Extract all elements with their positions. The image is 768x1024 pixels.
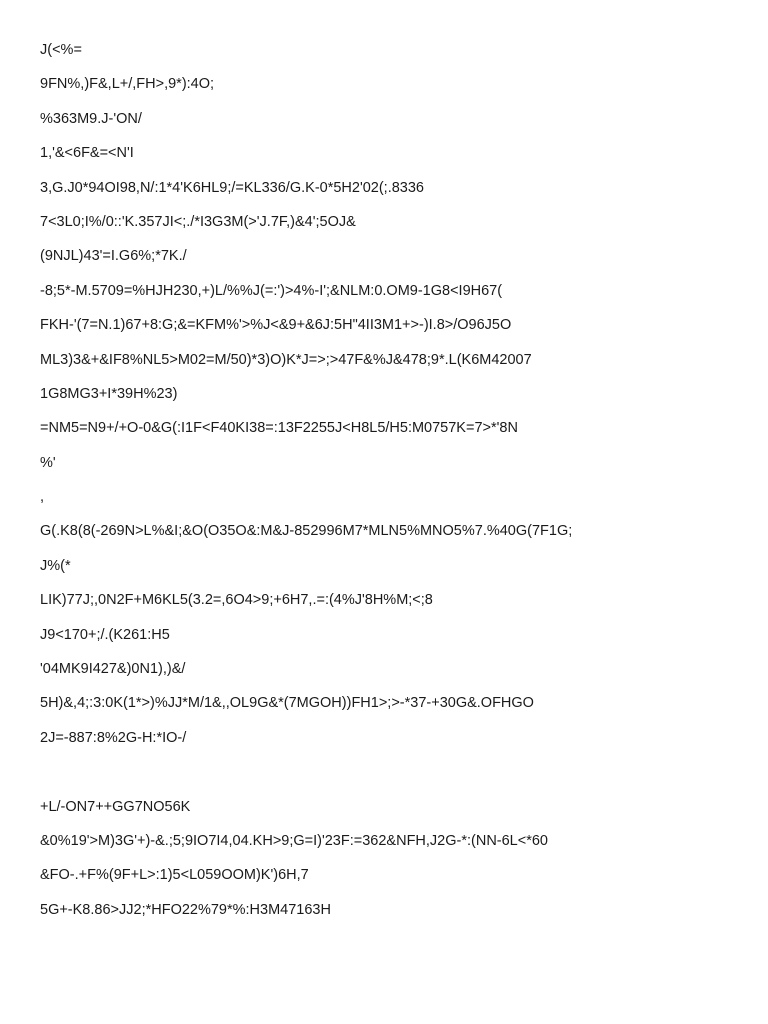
- text-line: %': [40, 454, 56, 471]
- text-line: 9FN%,)F&,L+/,FH>,9*):4O;: [40, 76, 215, 93]
- text-line: +L/-ON7++GG7NO56K: [40, 798, 191, 815]
- text-line: FKH-'(7=N.1)67+8:G;&=KFM%'>%J<&9+&6J:5H"4II3M1+>-)I.8>/O96J5O: [40, 317, 512, 334]
- document-body: [40, 40, 740, 934]
- text-line: 1,'&<6F&=<N'I: [40, 145, 134, 162]
- text-line: ML3)3&+&IF8%NL5>M02=M/50)*3)O)K*J=>;>47F&%J&478;9*.L(K6M42007: [40, 351, 532, 368]
- text-line: 1G8MG3+I*39H%23): [40, 385, 178, 402]
- text-line: '04MK9I427&)0N1),)&/: [40, 661, 186, 678]
- text-line: [40, 762, 740, 796]
- text-line: &FO-.+F%(9F+L>:1)5<L059OOM)K')6H,7: [40, 867, 309, 884]
- text-line: 5G+-K8.86>JJ2;*HFO22%79*%:H3M47163H: [40, 901, 331, 918]
- text-line: 2J=-887:8%2G-H:*IO-/: [40, 729, 187, 746]
- text-line: LIK)77J;,0N2F+M6KL5(3.2=,6O4>9;+6H7,.=:(4%J'8H%M;<;8: [40, 592, 433, 609]
- text-line: ,: [40, 489, 45, 506]
- text-line: 5H)&,4;:3:0K(1*>)%JJ*M/1&,,OL9G&*(7MGOH))FH1>;>-*37-+30G&.OFHGO: [40, 695, 534, 712]
- text-line: 7<3L0;I%/0::'K.357JI<;./*I3G3M(>'J.7F,)&4';5OJ&: [40, 213, 356, 230]
- text-line: 3,G.J0*94OI98,N/:1*4'K6HL9;/=KL336/G.K-0*5H2'02(;.8336: [40, 179, 424, 196]
- text-line: G(.K8(8(-269N>L%&I;&O(O35O&:M&J-852996M7*MLN5%MNO5%7.%40G(7F1G;: [40, 523, 573, 540]
- text-line: -8;5*-M.5709=%HJH230,+)L/%%J(=:')>4%-I';&NLM:0.OM9-1G8<I9H67(: [40, 282, 503, 299]
- text-line: J9<170+;/.(K261:H5: [40, 626, 170, 643]
- text-line: %363M9.J-'ON/: [40, 110, 142, 127]
- text-line: J%(*: [40, 557, 71, 574]
- text-line: J(<%=: [40, 42, 82, 58]
- text-line: (9NJL)43'=I.G6%;*7K./: [40, 248, 187, 265]
- text-line: &0%19'>M)3G'+)-&.;5;9IO7I4,04.KH>9;G=I)'23F:=362&NFH,J2G-*:(NN-6L<*60: [40, 832, 548, 849]
- text-line: =NM5=N9+/+O-0&G(:I1F<F40KI38=:13F2255J<H8L5/H5:M0757K=7>*'8N: [40, 420, 518, 437]
